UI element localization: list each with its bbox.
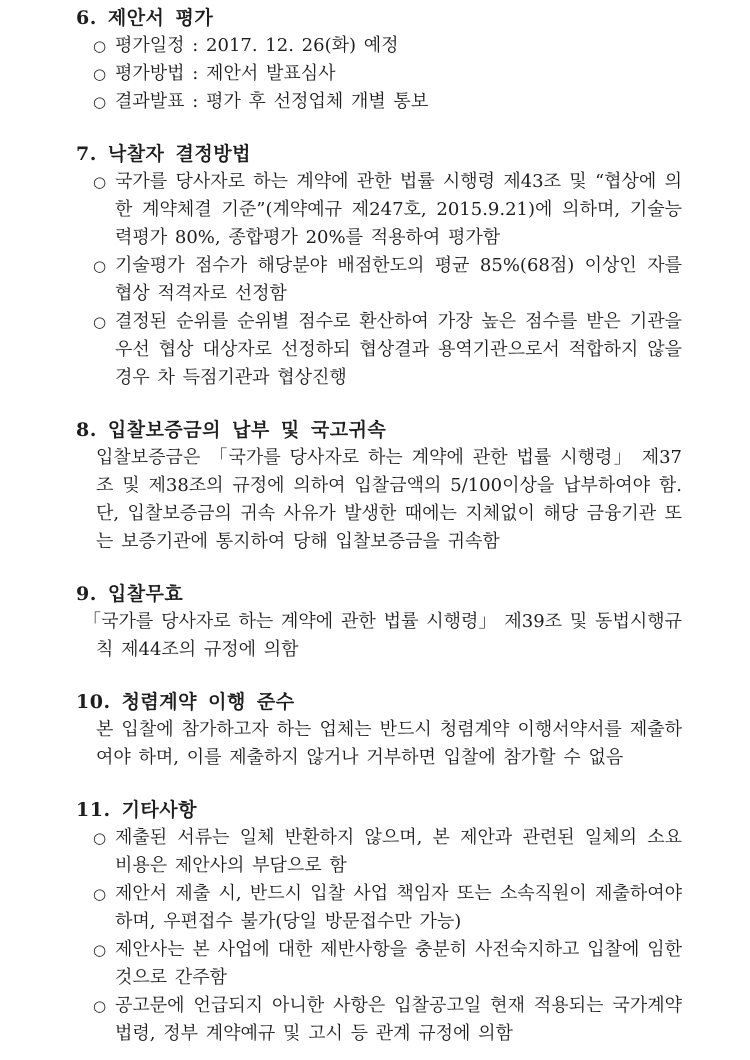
circle-bullet-icon: ○ bbox=[93, 65, 107, 83]
section-heading bbox=[76, 580, 682, 608]
section-paragraph: 「국가를 당사자로 하는 계약에 관한 법률 시행령」 제39조 및 동법시행규칙 제44조의 규정에 의함 bbox=[83, 611, 682, 660]
section-number: 6. bbox=[76, 7, 97, 29]
circle-bullet-icon: ○ bbox=[93, 93, 107, 111]
section-proposal-evaluation bbox=[76, 4, 682, 116]
section-number: 10. bbox=[76, 691, 111, 713]
circle-bullet-icon: ○ bbox=[93, 997, 107, 1015]
circle-bullet-icon: ○ bbox=[93, 37, 107, 55]
bullet-text: 국가를 당사자로 하는 계약에 관한 법률 시행령 제43조 및 “협상에 의한 계약체결 기준”(계약예규 제247호, 2015.9.21)에 의하며, 기술능력평가 80%, 종합평가 20%를 적용하여 평가함 bbox=[115, 171, 682, 248]
list-item bbox=[93, 168, 682, 252]
list-item bbox=[93, 308, 682, 392]
section-number: 11. bbox=[76, 799, 111, 821]
circle-bullet-icon: ○ bbox=[93, 173, 107, 191]
section-title: 낙찰자 결정방법 bbox=[107, 143, 251, 165]
section-title: 입찰보증금의 납부 및 국고귀속 bbox=[107, 419, 387, 441]
section-title: 청렴계약 이행 준수 bbox=[121, 691, 295, 713]
bullet-text: 제안서 제출 시, 반드시 입찰 사업 책임자 또는 소속직원이 제출하여야 하며, 우편접수 불가(당일 방문접수만 가능) bbox=[115, 883, 682, 932]
list-item bbox=[93, 880, 682, 936]
circle-bullet-icon: ○ bbox=[93, 885, 107, 903]
section-title: 기타사항 bbox=[121, 799, 197, 821]
circle-bullet-icon: ○ bbox=[93, 257, 107, 275]
circle-bullet-icon: ○ bbox=[93, 313, 107, 331]
section-paragraph: 본 입찰에 참가하고자 하는 업체는 반드시 청렴계약 이행서약서를 제출하여야 하며, 이를 제출하지 않거나 거부하면 입찰에 참가할 수 없음 bbox=[96, 719, 682, 768]
list-item bbox=[93, 936, 682, 992]
section-bid-invalidity bbox=[76, 580, 682, 664]
section-bid-bond bbox=[76, 416, 682, 556]
section-paragraph: 입찰보증금은 「국가를 당사자로 하는 계약에 관한 법률 시행령」 제37조 및 제38조의 규정에 의하여 입찰금액의 5/100이상을 납부하여야 함. 단, 입찰보증금의 귀속 사유가 발생한 때에는 지체없이 해당 금융기관 또는 보증기관에 통지하여 당해 입찰보증금을 귀속함 bbox=[96, 447, 682, 552]
section-title: 제안서 평가 bbox=[107, 7, 214, 29]
list-item bbox=[93, 60, 682, 88]
section-heading bbox=[76, 4, 682, 32]
section-heading bbox=[76, 140, 682, 168]
bullet-text: 결과발표 : 평가 후 선정업체 개별 통보 bbox=[115, 91, 429, 112]
circle-bullet-icon: ○ bbox=[93, 829, 107, 847]
bullet-text: 평가방법 : 제안서 발표심사 bbox=[115, 63, 336, 84]
section-integrity-pact bbox=[76, 688, 682, 772]
section-miscellaneous bbox=[76, 796, 682, 1048]
bullet-text: 결정된 순위를 순위별 점수로 환산하여 가장 높은 점수를 받은 기관을 우선 협상 대상자로 선정하되 협상결과 용역기관으로서 적합하지 않을 경우 차 득점기관과 협상진행 bbox=[115, 311, 682, 388]
list-item bbox=[93, 824, 682, 880]
bullet-text: 제안사는 본 사업에 대한 제반사항을 충분히 사전숙지하고 입찰에 임한 것으로 간주함 bbox=[115, 939, 682, 988]
list-item bbox=[93, 252, 682, 308]
circle-bullet-icon: ○ bbox=[93, 941, 107, 959]
list-item bbox=[93, 88, 682, 116]
section-heading bbox=[76, 416, 682, 444]
section-number: 7. bbox=[76, 143, 97, 165]
section-winner-determination bbox=[76, 140, 682, 392]
section-heading bbox=[76, 796, 682, 824]
bullet-text: 제출된 서류는 일체 반환하지 않으며, 본 제안과 관련된 일체의 소요 비용은 제안사의 부담으로 함 bbox=[115, 827, 682, 876]
bullet-text: 평가일정 : 2017. 12. 26(화) 예정 bbox=[115, 35, 399, 56]
section-title: 입찰무효 bbox=[107, 583, 184, 605]
bullet-text: 공고문에 언급되지 아니한 사항은 입찰공고일 현재 적용되는 국가계약법령, 정부 계약예규 및 고시 등 관계 규정에 의함 bbox=[115, 995, 682, 1044]
list-item bbox=[93, 32, 682, 60]
list-item bbox=[93, 992, 682, 1048]
section-heading bbox=[76, 688, 682, 716]
bullet-text: 기술평가 점수가 해당분야 배점한도의 평균 85%(68점) 이상인 자를 협상 적격자로 선정함 bbox=[115, 255, 682, 304]
section-number: 8. bbox=[76, 419, 97, 441]
section-number: 9. bbox=[76, 583, 97, 605]
